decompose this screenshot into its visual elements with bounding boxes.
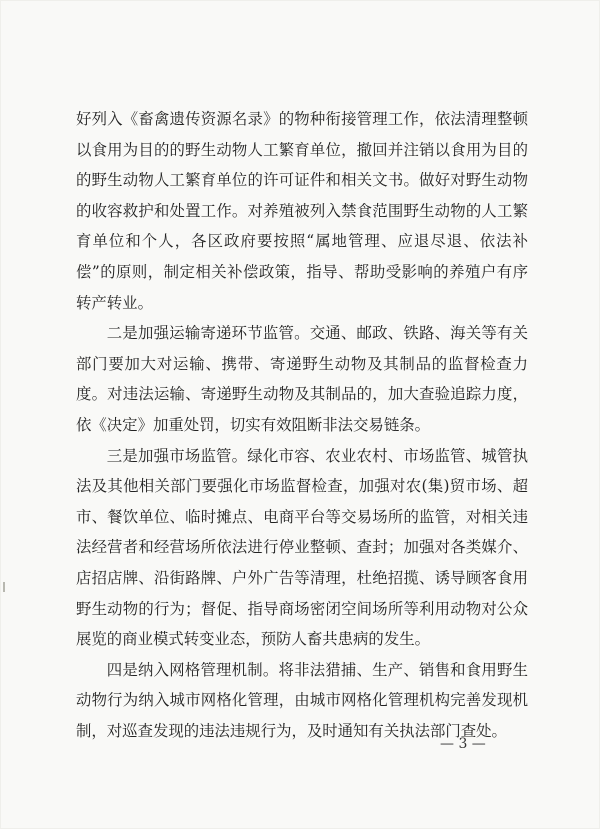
paragraph-continuation: 好列入《畜禽遗传资源名录》的物种衔接管理工作，依法清理整顿以食用为目的的野生动物人工繁育单位，撤回并注销以食用为目的的野生动物人工繁育单位的许可证件和相关文书。做好对野生动物的收容救护和处置工作。对养殖被列入禁食范围野生动物的人工繁育单位和个人，各区政府要按照“属地管理、应退尽退、依法补偿”的原则，制定相关补偿政策，指导、帮助受影响的养殖户有序转产转业。: [76, 110, 528, 312]
paragraph-grid-management: 四是纳入网格管理机制。将非法猎捕、生产、销售和食用野生动物行为纳入城市网格化管理，由城市网格化管理机构完善发现机制，对巡查发现的违法违规行为，及时通知有关执法部门查处。: [76, 660, 528, 740]
paragraph-transport-supervision: 二是加强运输寄递环节监管。交通、邮政、铁路、海关等有关部门要加大对运输、携带、寄递野生动物及其制品的监督检查力度。对违法运输、寄递野生动物及其制品的，加大查验追踪力度，依《决定》加重处罚，切实有效阻断非法交易链条。: [76, 324, 528, 434]
paragraph-market-supervision: 三是加强市场监管。绿化市容、农业农村、市场监管、城管执法及其他相关部门要强化市场监督检查，加强对农(集)贸市场、超市、餐饮单位、临时摊点、电商平台等交易场所的监管，对相关违法经营者和经营场所依法进行停业整顿、查封；加强对各类媒介、店招店牌、沿街路牌、户外广告等清理，杜绝招揽、诱导顾客食用野生动物的行为；督促、指导商场密闭空间场所等利用动物对公众展览的商业模式转变业态，预防人畜共患病的发生。: [76, 446, 528, 649]
body-text: [76, 104, 528, 746]
scan-edge-mark: [3, 582, 5, 592]
page-number: — 3 —: [440, 736, 486, 752]
